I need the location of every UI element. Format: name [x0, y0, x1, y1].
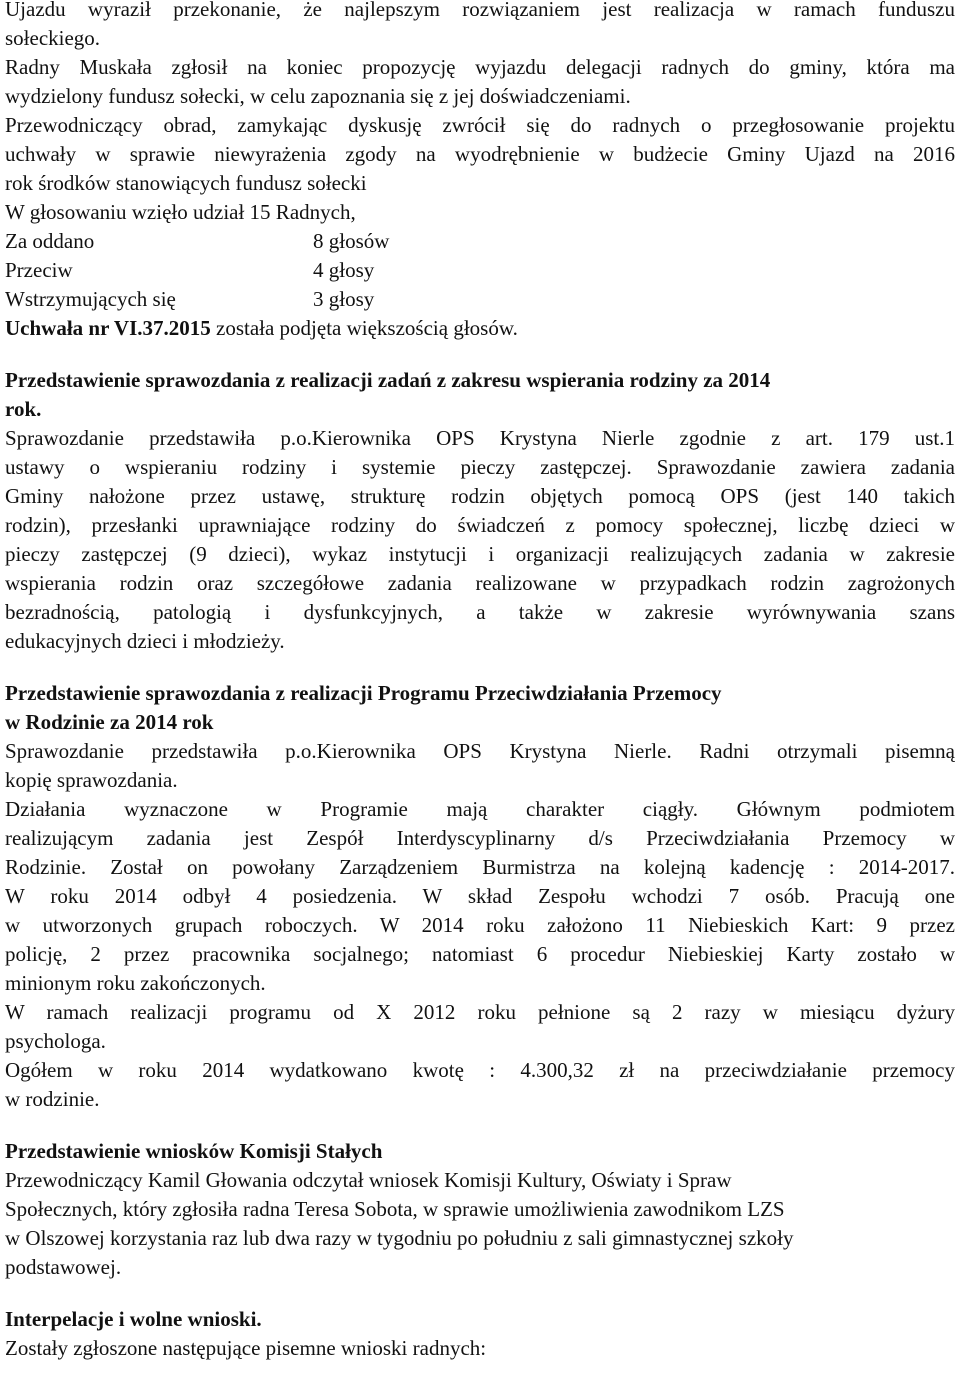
text-line: Gminy nałożone przez ustawę, strukturę rodzin objętych pomocą OPS (jest 140 takich — [5, 484, 955, 508]
text-line: sołeckiego. — [5, 26, 101, 50]
vote-label: Za oddano — [5, 229, 95, 253]
text-line: Działania wyznaczone w Programie mają charakter ciągły. Głównym podmiotem — [5, 797, 955, 821]
vote-value: 8 głosów — [313, 229, 390, 253]
vote-row — [5, 256, 955, 285]
text-line: Społecznych, który zgłosiła radna Teresa Sobota, w sprawie umożliwienia zawodnikom LZS — [5, 1197, 785, 1221]
vote-results — [5, 227, 955, 343]
text-line: W roku 2014 odbył 4 posiedzenia. W skład Zespołu wchodzi 7 osób. Pracują one — [5, 884, 955, 908]
text-line: Rodzinie. Został on powołany Zarządzeniem Burmistrza na kolejną kadencję : 2014-2017. — [5, 855, 955, 879]
section-violence-prevention-report — [5, 679, 955, 1114]
text-line: bezradnością, patologią i dysfunkcyjnych, a także w zakresie wyrównywania szans — [5, 600, 955, 624]
section-heading: w Rodzinie za 2014 rok — [5, 710, 214, 734]
text-line: Radny Muskała zgłosił na koniec propozycję wyjazdu delegacji radnych do gminy, która ma — [5, 55, 955, 79]
text-line: podstawowej. — [5, 1255, 122, 1279]
text-line: pieczy zastępczej (9 dzieci), wykaz instytucji i organizacji realizujących zadania w zakresie — [5, 542, 955, 566]
vote-value: 3 głosy — [313, 287, 375, 311]
vote-row — [5, 227, 955, 256]
text-line: w rodzinie. — [5, 1087, 100, 1111]
section-heading: Interpelacje i wolne wnioski. — [5, 1307, 262, 1331]
vote-label: Wstrzymujących się — [5, 287, 176, 311]
section-heading: rok. — [5, 397, 42, 421]
section-standing-committees-motions — [5, 1137, 955, 1282]
text-line: Przewodniczący obrad, zamykając dyskusję zwrócił się do radnych o przegłosowanie projektu — [5, 113, 955, 137]
section-family-support-report — [5, 366, 955, 656]
vote-row — [5, 285, 955, 314]
resolution-text: została podjęta większością głosów. — [210, 316, 518, 340]
text-line: kopię sprawozdania. — [5, 768, 178, 792]
text-line: Sprawozdanie przedstawiła p.o.Kierownika OPS Krystyna Nierle. Radni otrzymali pisemną — [5, 739, 955, 763]
text-line: rok środków stanowiących fundusz sołecki — [5, 171, 367, 195]
text-line: Sprawozdanie przedstawiła p.o.Kierownika OPS Krystyna Nierle zgodnie z art. 179 ust.1 — [5, 426, 955, 450]
section-heading: Przedstawienie wniosków Komisji Stałych — [5, 1139, 383, 1163]
text-line: Przewodniczący Kamil Głowania odczytał wniosek Komisji Kultury, Oświaty i Spraw — [5, 1168, 732, 1192]
section-heading: Przedstawienie sprawozdania z realizacji Programu Przeciwdziałania Przemocy — [5, 681, 722, 705]
text-line: Zostały zgłoszone następujące pisemne wnioski radnych: — [5, 1336, 487, 1360]
text-line: uchwały w sprawie niewyrażenia zgody na wyodrębnienie w budżecie Gminy Ujazd na 2016 — [5, 142, 955, 166]
text-line: policję, 2 przez pracownika socjalnego; natomiast 6 procedur Niebieskiej Karty zostało w — [5, 942, 955, 966]
intro-paragraph — [5, 0, 955, 227]
text-line: w utworzonych grupach roboczych. W 2014 roku założono 11 Niebieskich Kart: 9 przez — [5, 913, 955, 937]
text-line: Ujazdu wyraził przekonanie, że najlepszym rozwiązaniem jest realizacja w ramach funduszu — [5, 0, 955, 21]
text-line: psychologa. — [5, 1029, 106, 1053]
text-line: Ogółem w roku 2014 wydatkowano kwotę : 4.300,32 zł na przeciwdziałanie przemocy — [5, 1058, 955, 1082]
text-line: W głosowaniu wzięło udział 15 Radnych, — [5, 200, 356, 224]
text-line: wspierania rodzin oraz szczegółowe zadania realizowane w przypadkach rodzin zagrożonych — [5, 571, 955, 595]
resolution-line — [5, 314, 955, 343]
section-heading: Przedstawienie sprawozdania z realizacji zadań z zakresu wspierania rodziny za 2014 — [5, 368, 771, 392]
text-line: realizującym zadania jest Zespół Interdyscyplinarny d/s Przeciwdziałania Przemocy w — [5, 826, 955, 850]
text-line: ustawy o wspieraniu rodziny i systemie pieczy zastępczej. Sprawozdanie zawiera zadania — [5, 455, 955, 479]
vote-value: 4 głosy — [313, 258, 375, 282]
section-interpellations — [5, 1305, 955, 1363]
text-line: W ramach realizacji programu od X 2012 roku pełnione są 2 razy w miesiącu dyżury — [5, 1000, 955, 1024]
text-line: w Olszowej korzystania raz lub dwa razy w tygodniu po południu z sali gimnastycznej szkoły — [5, 1226, 794, 1250]
text-line: wydzielony fundusz sołecki, w celu zapoznania się z jej doświadczeniami. — [5, 84, 631, 108]
text-line: rodzin), przesłanki uprawniające rodziny do świadczeń z pomocy społecznej, liczbę dzieci w — [5, 513, 955, 537]
vote-label: Przeciw — [5, 258, 73, 282]
text-line: edukacyjnych dzieci i młodzieży. — [5, 629, 285, 653]
text-line: minionym roku zakończonych. — [5, 971, 266, 995]
resolution-number: Uchwała nr VI.37.2015 — [5, 316, 211, 340]
